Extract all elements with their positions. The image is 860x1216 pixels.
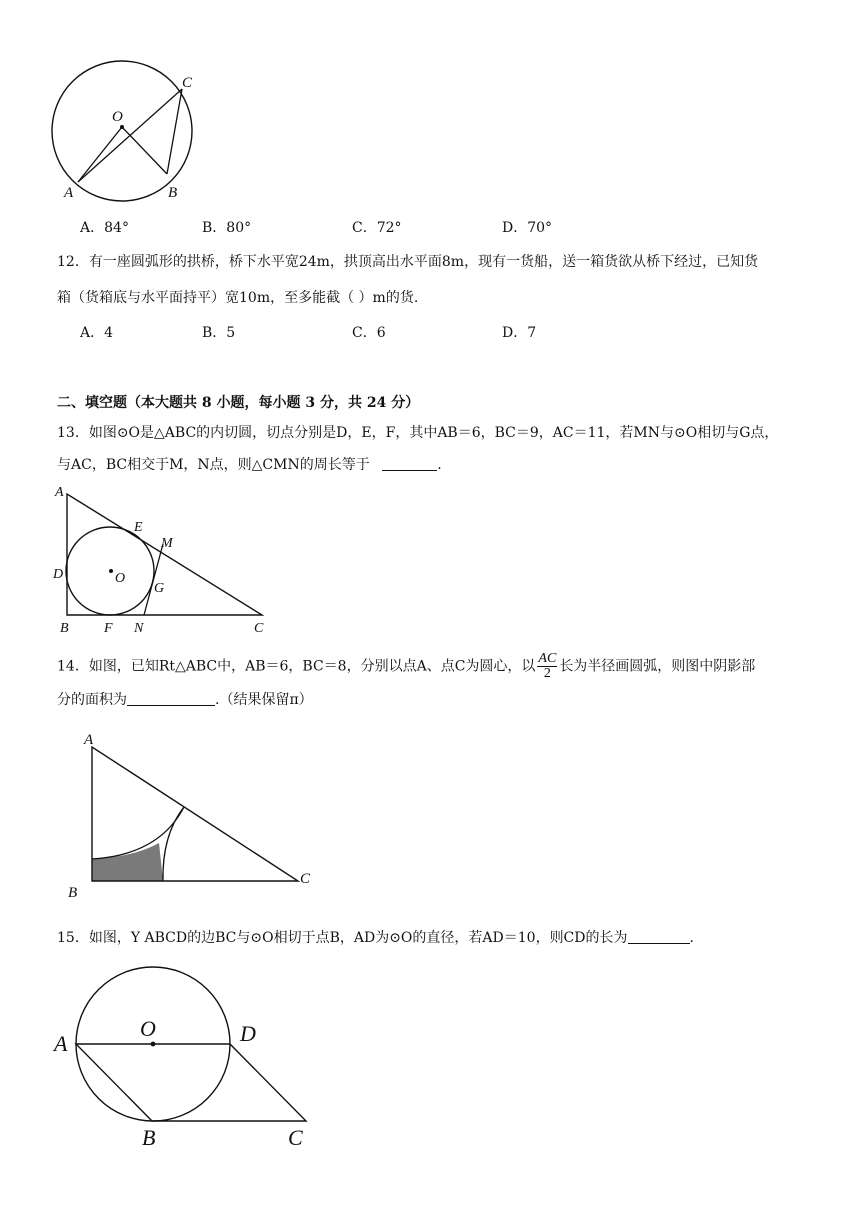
label-c: C	[182, 75, 193, 91]
segment-ob	[122, 127, 167, 174]
q14-text-line1	[57, 652, 755, 681]
center-dot	[120, 125, 124, 129]
label-c: C	[300, 871, 311, 887]
q12-choices	[80, 322, 640, 342]
q13-text-line2-main: 与AC，BC相交于M，N点，则△CMN的周长等于	[57, 457, 370, 473]
label-c: C	[254, 621, 264, 636]
parallelogram-abcd	[76, 1044, 306, 1121]
q13-triangle-figure	[48, 482, 278, 637]
arc-from-c	[163, 807, 184, 881]
label-b: B	[142, 1125, 156, 1150]
label-a: A	[84, 732, 94, 748]
q14-fraction	[537, 652, 557, 681]
q11-choice-b[interactable]: B．80°	[202, 220, 252, 236]
segment-oa	[78, 127, 122, 182]
triangle-abc	[67, 494, 262, 615]
segment-ac	[78, 89, 182, 182]
q12-choice-d[interactable]: D．7	[502, 325, 537, 341]
q12-choice-b[interactable]: B．5	[202, 325, 236, 341]
label-e: E	[134, 520, 143, 535]
q15-parallelogram-figure	[48, 968, 318, 1158]
q13-text-line1: 13．如图⊙O是△ABC的内切圆，切点分别是D，E，F，其中AB＝6，BC＝9，AC＝11，若MN与⊙O相切与G点，	[57, 425, 779, 441]
q11-choices	[80, 217, 640, 237]
q14-text-post: 长为半径画圆弧，则图中阴影部	[559, 658, 756, 675]
label-d: D	[240, 1021, 256, 1046]
label-b: B	[168, 185, 178, 201]
q13-text-line2	[57, 455, 442, 475]
q12-text-line2: 箱（货箱底与水平面持平）宽10m，至多能截（ ）m的货.	[57, 290, 419, 306]
label-b: B	[60, 621, 69, 636]
label-a: A	[54, 1031, 68, 1056]
q11-circle-figure	[40, 60, 210, 210]
segment-bc	[167, 89, 182, 174]
q11-choice-d[interactable]: D．70°	[502, 220, 553, 236]
label-f: F	[104, 621, 113, 636]
label-c: C	[288, 1125, 303, 1150]
q11-choice-c[interactable]: C．72°	[352, 220, 402, 236]
label-m: M	[161, 536, 173, 551]
q15-text-main: Y ABCD的边BC与⊙O相切于点B，AD为⊙O的直径，若AD＝10，则CD的长为	[130, 930, 628, 946]
label-a: A	[55, 485, 64, 500]
q15-text-pre: 15．如图，	[57, 930, 131, 946]
q14-answer-blank[interactable]	[127, 691, 215, 706]
label-a: A	[64, 185, 74, 201]
q14-triangle-figure	[64, 725, 334, 900]
label-o: O	[115, 571, 126, 586]
q12-choice-a[interactable]: A．4	[80, 325, 114, 341]
q14-text-line2	[57, 690, 313, 710]
fraction-denominator: 2	[543, 666, 551, 681]
fraction-numerator: AC	[538, 651, 557, 666]
label-o: O	[140, 1016, 156, 1041]
q12-choice-c[interactable]: C．6	[352, 325, 386, 341]
q15-answer-blank[interactable]	[628, 929, 690, 944]
q13-period: .	[437, 457, 442, 473]
label-b: B	[68, 885, 78, 901]
segment-mn	[144, 544, 163, 615]
q12-text-line1: 12．有一座圆弧形的拱桥，桥下水平宽24m，拱顶高出水平面8m，现有一货船，送一箱货欲从桥下经过，已知货	[57, 254, 759, 270]
label-n: N	[134, 621, 144, 636]
label-d: D	[53, 567, 64, 582]
label-g: G	[154, 581, 165, 596]
center-dot	[109, 569, 113, 573]
q14-text-pre: 14．如图，已知Rt△ABC中，AB＝6，BC＝8，分别以点A、点C为圆心，以	[57, 658, 536, 675]
shaded-region	[92, 843, 163, 881]
q14-text-line2-pre: 分的面积为	[57, 692, 127, 708]
center-dot	[151, 1042, 156, 1047]
section-2-title: 二、填空题（本大题共 8 小题，每小题 3 分，共 24 分）	[57, 395, 420, 411]
q13-answer-blank[interactable]	[382, 456, 437, 471]
q15-text-line1	[57, 928, 694, 948]
q15-period: .	[689, 930, 694, 946]
circle-o	[52, 61, 192, 201]
q11-choice-a[interactable]: A．84°	[80, 220, 129, 236]
q14-text-line2-post: .（结果保留π）	[215, 692, 313, 708]
label-o: O	[112, 109, 123, 125]
